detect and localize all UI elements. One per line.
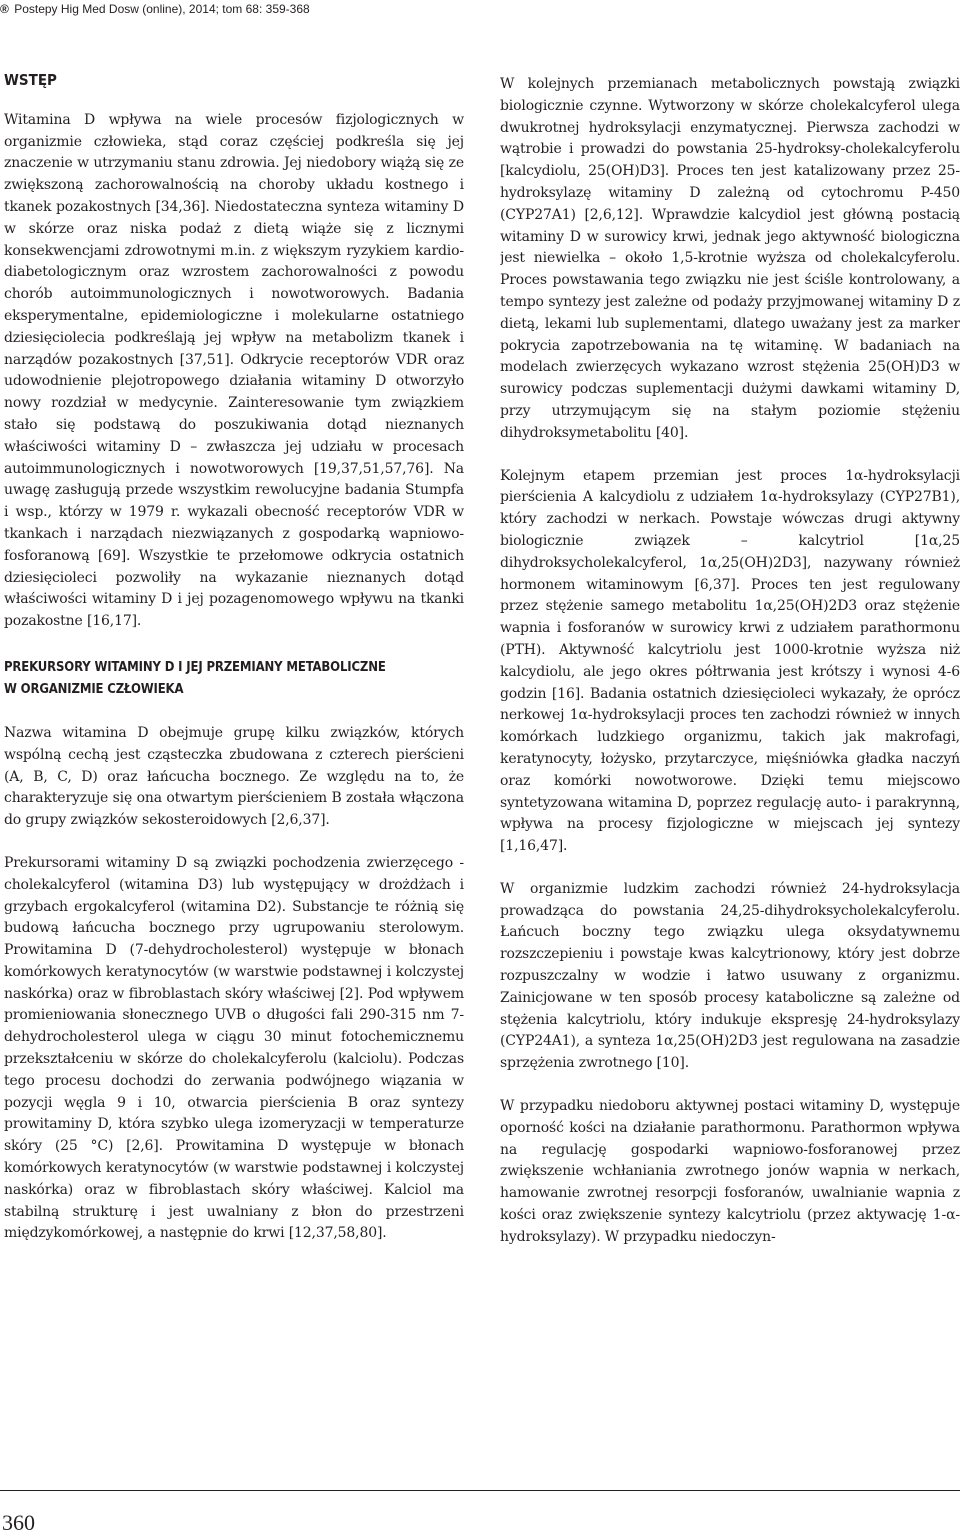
left-column (4, 70, 464, 1480)
journal-citation: Postepy Hig Med Dosw (online), 2014; tom 68: 359-368 (14, 2, 310, 16)
journal-mark: ® (0, 2, 9, 16)
metabolism-paragraph-1: W kolejnych przemianach metabolicznych powstają związki biologicznie czynne. Wytworzony w skórze cholekalcyferol ulega dwukrotnej hydroksylacji enzymatycznej. Pierwsza zachodzi w wątrobie i prowadzi do powstania 25-hydroksy-cholekalcyferolu [kalcydiolu, 25(OH)D3]. Proces ten jest katalizowany przez 25-hydroksylazę witaminy D zależną od cytochromu P-450 (CYP27A1) [2,6,12]. Wprawdzie kalcydiol jest główną postacią witaminy D w surowicy krwi, jednak jego aktywność biologiczna jest niewielka – około 1,5-krotnie wyższa od cholekalcyferolu. Proces powstawania tego związku nie jest ściśle kontrolowany, a tempo syntezy jest zależne od podaży przyjmowanej witaminy D z dietą, lekami lub suplementami, dlatego uważany jest za marker pokrycia zapotrzebowania na tę witaminę. W badaniach na modelach zwierzęcych wykazano wzrost stężenia 25(OH)D3 w surowicy podczas suplementacji dużymi dawkami witaminy D, przy utrzymującym się na stałym poziomie stężeniu dihydroksymetabolitu [40]. (500, 76, 960, 441)
footer-divider (0, 1490, 960, 1491)
metabolism-paragraph-2: Kolejnym etapem przemian jest proces 1α-hydroksylacji pierścienia A kalcydiolu z udziałem 1α-hydroksylazy (CYP27B1), który zachodzi w nerkach. Powstaje wówczas drugi aktywny biologicznie związek – kalcytriol [1α,25 dihydroksycholekalcyferol, 1α,25(OH)2D3], nazywany również hormonem witaminowym [6,37]. Proces ten jest regulowany przez stężenie samego metabolitu 1α,25(OH)2D3 oraz stężenie wapnia i fosforanów w surowicy krwi z udziałem parathormonu (PTH). Aktywność kalcytriolu jest 1000-krotnie wyższa niż kalcydiolu, ale jego okres półtrwania jest krótszy i wynosi 4-6 godzin [16]. Badania ostatnich dziesięcioleci wykazały, że oprócz nerkowej 1α-hydroksylacji proces ten zachodzi również w innych komórkach ludzkiego organizmu, takich jak makrofagi, keratynocyty, łożysko, przytarczyce, mięśniówka gładka naczyń oraz komórki nowotworowe. Dzięki temu miejscowo syntetyzowana witamina D, poprzez regulację auto- i parakrynną, wpływa na procesy fizjologiczne w miejscach jej syntezy [1,16,47]. (500, 467, 960, 855)
precursors-paragraph-2: Prekursorami witaminy D są związki pochodzenia zwierzęcego - cholekalcyferol (witamina D3) lub występujący w drożdżach i grzybach ergokalcyferol (witamina D2). Substancje te różnią się budową łańcucha bocznego przy ugrupowaniu sterolowym. Prowitamina D (7-dehydrocholesterol) występuje w błonach komórkowych keratynocytów (w warstwie podstawnej i kolczystej naskórka) oraz w fibroblastach skóry właściwej [2]. Pod wpływem promieniowania słonecznego UVB o długości fali 290-315 nm 7-dehydrocholesterol ulega w ciągu 30 minut fotochemicznemu przekształceniu w skórze do cholekalcyferolu (kalciolu). Podczas tego procesu dochodzi do zerwania podwójnego wiązania w pozycji węgla 9 i 10, otwarcia pierścienia B oraz syntezy prowitaminy D, która szybko ulega izomeryzacji w temperaturze skóry (25 °C) [2,6]. Prowitamina D występuje w błonach komórkowych keratynocytów (w warstwie podstawnej i kolczystej naskórka) oraz w fibroblastach skóry właściwej. Kalciol ma stabilną strukturę i jest uwalniany z błon do przestrzeni międzykomórkowej, a następnie do krwi [12,37,58,80]. (4, 854, 464, 1242)
section-heading-precursors-line1: PREKURSORY WITAMINY D I JEJ PRZEMIANY METABOLICZNE (4, 659, 386, 675)
section-heading-precursors (4, 657, 464, 701)
running-header (0, 0, 960, 18)
page-number: 360 (2, 1510, 35, 1535)
precursors-paragraph-1: Nazwa witamina D obejmuje grupę kilku związków, których wspólną cechą jest cząsteczka zbudowana z czterech pierścieni (A, B, C, D) oraz łańcucha bocznego. Ze względu na to, że charakteryzuje się ona otwartym pierścieniem B została włączona do grupy związków sekosteroidowych [2,6,37]. (4, 724, 464, 829)
intro-paragraph: Witamina D wpływa na wiele procesów fizjologicznych w organizmie człowieka, stąd coraz częściej podkreśla się jej znaczenie w utrzymaniu stanu zdrowia. Jej niedobory wiążą się ze zwiększoną zachorowalnością na choroby układu kostnego i tkanek pozakostnych [34,36]. Niedostateczna synteza witaminy D w skórze oraz niska podaż z dietą wiąże się z licznymi konsekwencjami zdrowotnymi m.in. z większym ryzykiem kardio-diabetologicznym oraz wzrostem zachorowalności z powodu chorób autoimmunologicznych i nowotworowych. Badania eksperymentalne, epidemiologiczne i molekularne ostatniego dziesięciolecia podkreślają jej wpływ na metabolizm tkanek i narządów pozakostnych [37,51]. Odkrycie receptorów VDR oraz udowodnienie plejotropowego działania witaminy D otworzyło nowy rozdział w medycynie. Zainteresowanie tym związkiem stało się podstawą do poszukiwania dotąd nieznanych właściwości witaminy D – zwłaszcza jej udziału w procesach autoimmunologicznych i nowotworowych [19,37,51,57,76]. Na uwagę zasługują przede wszystkim rewolucyjne badania Stumpfa i wsp., którzy w 1979 r. wykazali obecność receptorów VDR w tkankach i narządach niezwiązanych z gospodarką wapniowo-fosforanową [69]. Wszystkie te przełomowe odkrycia ostatnich dziesięcioleci pozwoliły na wykazanie nieznanych dotąd właściwości witaminy D i jej pozagenomowego wpływu na tkanki pozakostne [16,17]. (4, 111, 464, 630)
section-heading-precursors-line2: W ORGANIZMIE CZŁOWIEKA (4, 681, 184, 697)
metabolism-paragraph-4: W przypadku niedoboru aktywnej postaci witaminy D, występuje oporność kości na działanie parathormonu. Parathormon wpływa na regulację gospodarki wapniowo-fosforanowej przez zwiększenie wchłaniania zwrotnego jonów wapnia w nerkach, hamowanie zwrotnej resorpcji fosforanów, uwalnianie wapnia z kości oraz zwiększenie syntezy kalcytriolu (przez aktywację 1-α-hydroksylazy). W przypadku niedoczyn- (500, 1098, 960, 1245)
metabolism-paragraph-3: W organizmie ludzkim zachodzi również 24-hydroksylacja prowadząca do powstania 24,25-dihydroksycholekalcyferolu. Łańcuch boczny tego związku ulega oksydatywnemu rozszczepieniu i powstaje kwas kalcytrionowy, który jest dobrze rozpuszczalny w wodzie i łatwo usuwany z organizmu. Zainicjowane w ten sposób procesy kataboliczne są zależne od stężenia kalcytriolu, który indukuje ekspresję 24-hydroksylazy (CYP24A1), a synteza 1α,25(OH)2D3 jest regulowana na zasadzie sprzężenia zwrotnego [10]. (500, 880, 960, 1072)
section-heading-introduction: WSTĘP (4, 71, 57, 89)
right-column (500, 74, 960, 1484)
